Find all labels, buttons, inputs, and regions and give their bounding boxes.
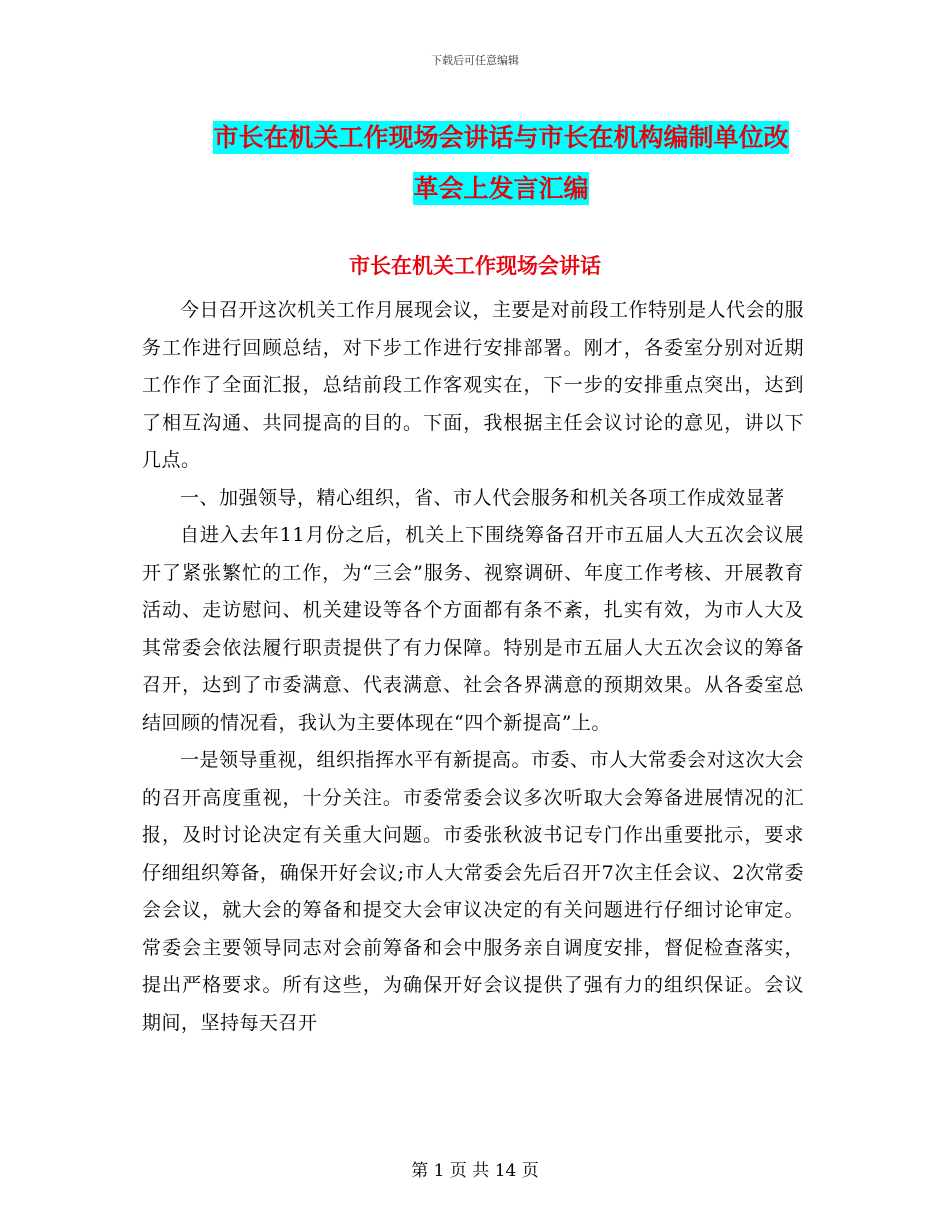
body-text [142,292,804,1042]
main-title-line-2: 革会上发言汇编 [413,174,589,203]
header-note: 下载后可任意编辑 [431,54,519,67]
paragraph-3: 自进入去年11月份之后，机关上下围绕筹备召开市五届人大五次会议展开了紧张繁忙的工作，为“三会”服务、视察调研、年度工作考核、开展教育活动、走访慰问、机关建设等各个方面都有条不紊，扎实有效，为市人大及其常委会依法履行职责提供了有力保障。特别是市五届人大五次会议的筹备召开，达到了市委满意、代表满意、社会各界满意的预期效果。从各委室总结回顾的情况看，我认为主要体现在“四个新提高”上。 [142,524,804,734]
page-number: 第 1 页 共 14 页 [411,1161,539,1181]
paragraph-1: 今日召开这次机关工作月展现会议，主要是对前段工作特别是人代会的服务工作进行回顾总结，对下步工作进行安排部署。刚才，各委室分别对近期工作作了全面汇报，总结前段工作客观实在，下一步的安排重点突出，达到了相互沟通、共同提高的目的。下面，我根据主任会议讨论的意见，讲以下几点。 [142,299,805,471]
section-title: 市长在机关工作现场会讲话 [349,253,601,278]
main-title [196,112,806,214]
main-title-line-1: 市长在机关工作现场会讲话与市长在机构编制单位改 [213,123,789,152]
paragraph-4: 一是领导重视，组织指挥水平有新提高。市委、市人大常委会对这次大会的召开高度重视，十分关注。市委常委会议多次听取大会筹备进展情况的汇报，及时讨论决定有关重大问题。市委张秋波书记专门作出重要批示，要求仔细组织筹备，确保开好会议;市人大常委会先后召开7次主任会议、2次常委会会议，就大会的筹备和提交大会审议决定的有关问题进行仔细讨论审定。常委会主要领导同志对会前筹备和会中服务亲自调度安排，督促检查落实，提出严格要求。所有这些，为确保开好会议提供了强有力的组织保证。会议期间，坚持每天召开 [142,749,805,1034]
paragraph-2: 一、加强领导，精心组织，省、市人代会服务和机关各项工作成效显著 [180,486,785,509]
